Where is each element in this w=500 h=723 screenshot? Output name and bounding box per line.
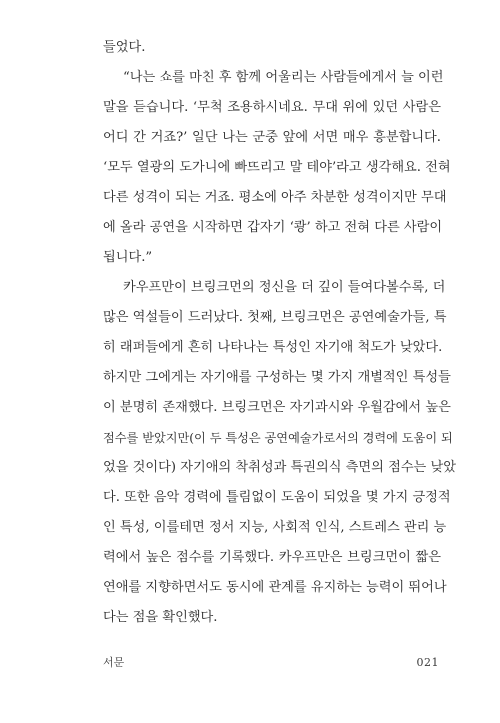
text-line: 었을 것이다) 자기애의 착취성과 특권의식 측면의 점수는 낮았 [103,460,456,475]
text-line: 들었다. [103,40,146,55]
text-line: 많은 역설들이 드러났다. 첫째, 브링크먼은 공연예술가들, 특 [103,310,447,325]
text-line: 력에서 높은 점수를 기록했다. 카우프만은 브링크먼이 짧은 [103,550,441,565]
text-line: 다는 점을 확인했다. [103,610,218,625]
text-line: 히 래퍼들에게 흔히 나타나는 특성인 자기애 척도가 낮았다. [103,340,443,355]
text-line: 말을 듣습니다. ‘무척 조용하시네요. 무대 위에 있던 사람은 [103,100,441,115]
text-line: ‘모두 열광의 도가니에 빠뜨리고 말 테야’라고 생각해요. 전혀 [103,160,451,175]
text-line: 됩니다.” [103,250,153,265]
text-line: 다른 성격이 되는 거죠. 평소에 아주 차분한 성격이지만 무대 [103,190,447,205]
text-line: 에 올라 공연을 시작하면 갑자기 ‘쾅’ 하고 전혀 다른 사람이 [103,220,443,235]
text-line: 이 분명히 존재했다. 브링크먼은 자기과시와 우월감에서 높은 [103,400,451,415]
text-line: 인 특성, 이를테면 정서 지능, 사회적 인식, 스트레스 관리 능 [103,520,447,535]
text-line: 점수를 받았지만(이 두 특성은 공연예술가로서의 경력에 도움이 되 [103,431,453,445]
text-line: 어디 간 거죠?’ 일단 나는 군중 앞에 서면 매우 흥분합니다. [103,130,441,145]
page-number: 021 [416,656,439,669]
running-footer-section: 서문 [103,656,125,669]
text-line: 카우프만이 브링크먼의 정신을 더 깊이 들여다볼수록, 더 [123,280,446,295]
text-line: 하지만 그에게는 자기애를 구성하는 몇 가지 개별적인 특성들 [103,370,451,385]
text-line: 다. 또한 음악 경력에 틀림없이 도움이 되었을 몇 가지 긍정적 [103,490,451,505]
text-line: “나는 쇼를 마친 후 함께 어울리는 사람들에게서 늘 이런 [123,70,444,85]
text-line: 연애를 지향하면서도 동시에 관계를 유지하는 능력이 뛰어나 [103,580,447,595]
